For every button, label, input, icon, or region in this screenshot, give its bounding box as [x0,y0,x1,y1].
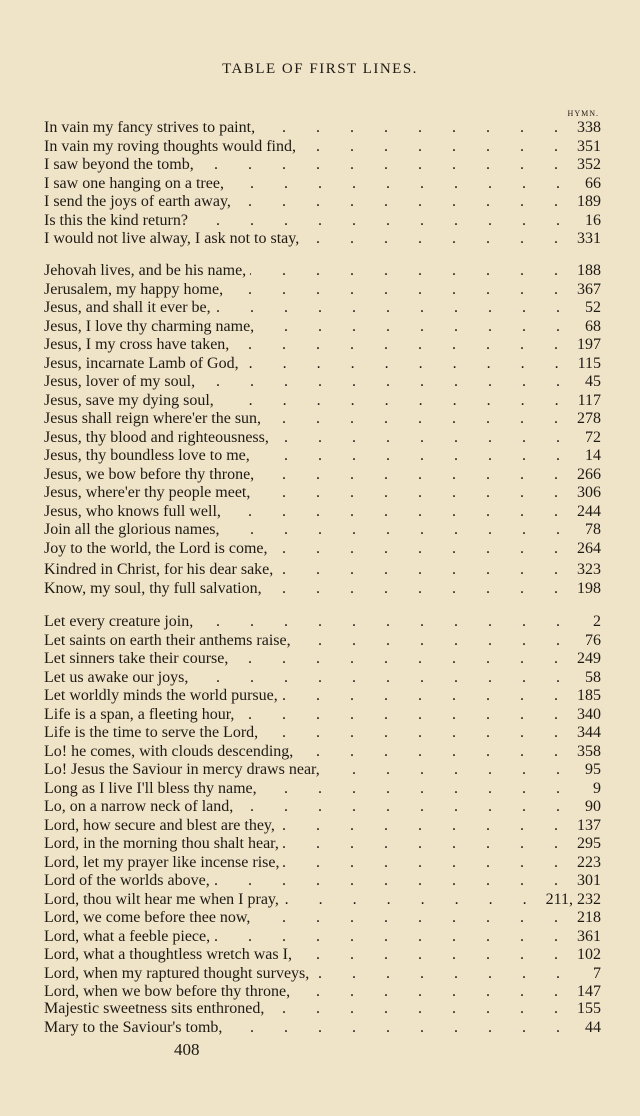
index-entry [44,928,601,947]
first-line-text: I would not live alway, I ask not to stay, [44,230,300,247]
index-entry [44,156,601,175]
dot-leader [254,447,573,466]
first-line-text: Let saints on earth their anthems raise, [44,631,291,649]
hymn-number: 95 [585,761,601,778]
group-j [44,262,601,558]
index-entry [44,817,601,836]
index-entry [44,262,601,281]
dot-leader [300,138,571,157]
first-line-text: In vain my roving thoughts would find, [44,137,296,155]
hymn-number: 2 [593,613,601,630]
index-entry [44,281,601,300]
dot-leader [225,503,571,522]
hymn-number: 76 [585,631,601,649]
first-line-text: Know, my soul, thy full salvation, [44,579,262,597]
dot-leader [192,212,573,231]
index-entry [44,230,601,249]
index-entry [44,392,601,411]
first-line-text: Lord of the worlds above, [44,872,210,889]
index-entry [44,835,601,854]
index-entry [44,632,601,651]
first-line-text: Lord, when my raptured thought surveys, [44,964,310,982]
index-entry [44,909,601,928]
dot-leader [258,318,573,337]
index-entry [44,983,601,1002]
index-entry [44,1000,601,1019]
dot-leader [283,891,540,910]
index-entry [44,318,601,337]
dot-leader [250,262,571,281]
dot-leader [227,281,571,300]
hymn-number: 16 [585,211,601,229]
hymn-number: 14 [585,447,601,464]
dot-leader [273,429,573,448]
index-entry [44,965,601,984]
first-line-text: Let every creature join, [44,613,194,630]
hymn-number: 338 [577,119,601,136]
first-line-text: Kindred in Christ, for his dear sake, [44,561,274,578]
first-line-text: I saw one hanging on a tree, [44,174,224,192]
dot-leader [199,373,573,392]
page-title: TABLE OF FIRST LINES. [222,61,418,77]
dot-leader [266,580,571,599]
index-entry [44,780,601,799]
index-entry [44,687,601,706]
first-line-text: Lord, we come before thee now, [44,909,251,926]
first-line-text: Lord, in the morning thou shalt hear, [44,835,279,852]
dot-leader [197,613,573,632]
first-line-text: Jesus, who knows full well, [44,502,221,520]
first-line-text: Jesus, save my dying soul, [44,391,214,409]
index-entry [44,1019,601,1038]
hymn-number: 361 [577,927,601,945]
dot-leader [282,687,571,706]
index-entry [44,466,601,485]
index-entry [44,891,601,910]
first-line-text: Jesus, lover of my soul, [44,373,196,390]
hymn-number: 367 [577,280,601,298]
group-i [44,119,601,249]
index-entry [44,447,601,466]
dot-leader [265,410,571,429]
index-entry [44,669,601,688]
first-line-text: Lord, what a thoughtless wretch was I, [44,946,292,963]
hymn-number: 90 [585,798,601,815]
hymn-number: 223 [577,853,601,871]
hymn-number: 188 [577,262,601,279]
first-line-text: Jesus, I my cross have taken, [44,336,230,353]
first-line-text: Jesus, incarnate Lamb of God, [44,354,239,372]
first-line-text: Lord, thou wilt hear me when I pray, [44,890,279,908]
dot-leader [283,854,571,873]
dot-leader [279,817,571,836]
dot-leader [214,928,571,947]
dot-leader [268,1000,571,1019]
dot-leader [235,193,571,212]
hymn-number: 295 [577,835,601,852]
hymn-number: 244 [577,502,601,520]
first-line-text: Joy to the world, the Lord is come, [44,539,268,557]
index-entry [44,355,601,374]
dot-leader [296,946,571,965]
hymn-number: 358 [577,742,601,760]
dot-leader [198,156,571,175]
index-entry [44,613,601,632]
index-entry [44,336,601,355]
dot-leader [228,175,573,194]
hymn-number: 340 [577,705,601,723]
first-line-text: Mary to the Saviour's tomb, [44,1018,223,1036]
dot-leader [238,706,571,725]
dot-leader [294,983,571,1002]
first-line-text: Lord, when we bow before thy throne, [44,983,291,1000]
hymn-number: 306 [577,484,601,501]
index-entry [44,650,601,669]
hymn-number: 117 [577,391,601,409]
first-line-text: Life is a span, a fleeting hour, [44,705,235,723]
first-line-text: Jesus shall reign where'er the sun, [44,410,262,427]
first-line-text: Let worldly minds the world pursue, [44,687,278,704]
dot-leader [258,466,571,485]
index-entry [44,429,601,448]
hymn-number: 72 [585,428,601,446]
first-line-text: Let us awake our joys, [44,668,189,686]
hymn-column-header: HYMN. [567,109,599,118]
dot-leader [243,355,572,374]
dot-leader [277,561,571,580]
index-entry [44,175,601,194]
hymn-number: 155 [577,1000,601,1017]
first-line-text: Let sinners take their course, [44,650,229,667]
hymn-number: 137 [577,816,601,834]
first-line-text: Jesus, we bow before thy throne, [44,465,255,483]
dot-leader [261,780,573,799]
hymn-number: 344 [577,724,601,741]
first-line-text: Lo! Jesus the Saviour in mercy draws near, [44,761,320,778]
first-line-text: Lord, what a feeble piece, [44,927,211,945]
index-entry [44,521,601,540]
index-entry [44,761,601,780]
hymn-number: 52 [585,299,601,316]
dot-leader [214,872,571,891]
dot-leader [272,540,571,559]
dot-leader [259,119,571,138]
first-line-text: Lo! he comes, with clouds descending, [44,742,294,760]
dot-leader [224,521,573,540]
dot-leader [192,669,573,688]
first-line-text: Lo, on a narrow neck of land, [44,798,234,815]
index-entry [44,138,601,157]
index-entry [44,410,601,429]
index-entry [44,193,601,212]
dot-leader [218,392,572,411]
index-entry [44,580,601,599]
hymn-number: 9 [593,779,601,797]
dot-leader [233,336,571,355]
hymn-number: 278 [577,410,601,427]
dot-leader [226,1019,573,1038]
index-entry [44,484,601,503]
index-entry [44,798,601,817]
hymn-number: 197 [577,336,601,353]
hymn-number: 211, 232 [545,890,601,908]
first-line-text: Is this the kind return? [44,211,188,229]
hymn-number: 7 [593,964,601,982]
dot-leader [303,230,571,249]
dot-leader [295,632,573,651]
first-line-text: Jehovah lives, and be his name, [44,262,247,279]
hymn-number: 102 [577,946,601,963]
first-line-text: Jesus, where'er thy people meet, [44,484,251,501]
dot-leader [297,743,571,762]
index-entry [44,946,601,965]
dot-leader [237,798,573,817]
first-line-text: Jesus, I love thy charming name, [44,317,255,335]
group-m [44,1000,601,1037]
hymn-number: 45 [585,373,601,390]
index-entry [44,724,601,743]
index-entry [44,373,601,392]
hymn-number: 352 [577,156,601,173]
dot-leader [215,299,573,318]
first-line-text: In vain my fancy strives to paint, [44,119,256,136]
first-line-text: I send the joys of earth away, [44,193,231,210]
index-entry [44,503,601,522]
index-entry [44,540,601,559]
hymn-number: 66 [585,174,601,192]
hymn-number: 301 [577,872,601,889]
hymn-number: 351 [577,137,601,155]
dot-leader [232,650,571,669]
dot-leader [254,484,571,503]
hymn-number: 58 [585,668,601,686]
hymn-number: 78 [585,521,601,538]
hymn-number: 323 [577,561,601,578]
dot-leader [313,965,573,984]
first-line-text: Jesus, thy blood and righteousness, [44,428,269,446]
index-entry [44,706,601,725]
hymn-number: 44 [585,1018,601,1036]
hymn-number: 249 [577,650,601,667]
dot-leader [324,761,573,780]
first-line-text: Lord, how secure and blest are they, [44,816,275,834]
hymn-number: 68 [585,317,601,335]
hymn-number: 185 [577,687,601,704]
first-line-text: Lord, let my prayer like incense rise, [44,853,280,871]
first-line-text: Majestic sweetness sits enthroned, [44,1000,265,1017]
index-entry [44,561,601,580]
hymn-number: 198 [577,579,601,597]
index-entry [44,743,601,762]
hymn-number: 115 [577,354,601,372]
first-line-text: Join all the glorious names, [44,521,220,538]
dot-leader [262,724,571,743]
first-line-text: Jerusalem, my happy home, [44,280,224,298]
hymn-number: 147 [577,983,601,1000]
group-k [44,561,601,598]
dot-leader [254,909,571,928]
index-entry [44,212,601,231]
hymn-number: 218 [577,909,601,926]
first-line-text: Jesus, and shall it ever be, [44,299,211,316]
hymn-number: 266 [577,465,601,483]
page-number: 408 [174,1040,200,1059]
hymn-number: 189 [577,193,601,210]
index-entry [44,299,601,318]
first-line-text: Life is the time to serve the Lord, [44,724,259,741]
hymn-number: 331 [577,230,601,247]
index-entry [44,872,601,891]
first-line-text: Jesus, thy boundless love to me, [44,447,250,464]
first-line-text: Long as I live I'll bless thy name, [44,779,257,797]
hymn-number: 264 [577,539,601,557]
index-entry [44,854,601,873]
group-l [44,613,601,1002]
index-entry [44,119,601,138]
first-line-text: I saw beyond the tomb, [44,156,194,173]
dot-leader [283,835,571,854]
